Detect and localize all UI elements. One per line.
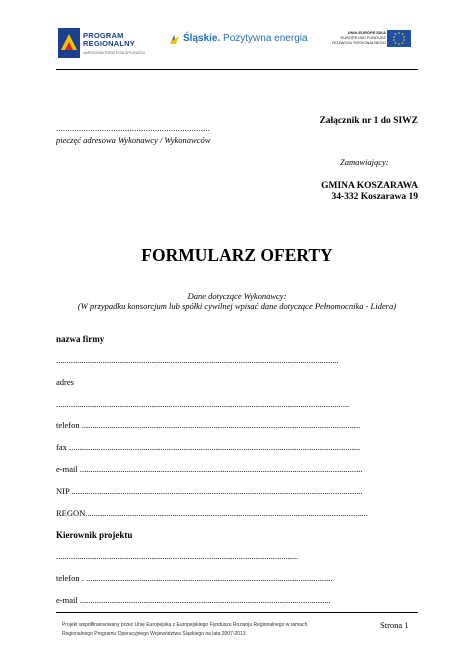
program-flag-icon (58, 28, 80, 58)
slaskie-rest-text: Pozytywna energia (220, 33, 308, 44)
buyer-label: Zamawiający: (340, 157, 389, 167)
regon-field[interactable]: REGON..................................................................................................................................... (56, 508, 368, 518)
manager-name-field[interactable]: .................................................................................................................. (56, 551, 299, 561)
manager-email-field[interactable]: e-mail ...................................................................................................................... (56, 595, 331, 605)
slaskie-emblem-icon (168, 33, 181, 46)
nip-field[interactable]: NIP ......................................................................................................................................... (56, 486, 363, 496)
program-logo-line1: PROGRAM (83, 31, 124, 40)
email-field[interactable]: e-mail ..................................................................................................................................... (56, 464, 363, 474)
footer-line1: Projekt współfinansowany przez Unię Europejską z Europejskiego Funduszu Rozwoju Regionalnego w ramach (62, 622, 308, 628)
contractor-note: (W przypadku konsorcjum lub spółki cywilnej wpisać dane dotyczące Pełnomocnika - Lidera) (77, 301, 397, 311)
slaskie-bold-text: Śląskie. (183, 33, 221, 44)
page-number: Strona 1 (380, 620, 409, 630)
attachment-label: Załącznik nr 1 do SIWZ (319, 116, 418, 126)
eu-line3: ROZWOJU REGIONALNEGO (332, 40, 386, 45)
program-logo-line2: REGIONALNY (83, 39, 136, 48)
seal-dots: ................................................................... (56, 124, 211, 133)
manager-phone-field[interactable]: telefon . .................................................................................................................... (56, 573, 333, 583)
fax-field[interactable]: fax ......................................................................................................................................... (56, 442, 361, 452)
eu-line1: UNIA EUROPEJSKA (347, 30, 386, 35)
footer-line2: Regionalnego Programu Operacyjnego Województwa Śląskiego na lata 2007-2013 (62, 631, 246, 637)
address-label: adres (56, 377, 74, 387)
buyer-name: GMINA KOSZARAWA (321, 181, 418, 191)
company-name-label: nazwa firmy (56, 334, 105, 344)
footer-divider (56, 612, 418, 613)
seal-caption: pieczęć adresowa Wykonawcy / Wykonawców (56, 135, 211, 145)
contractor-intro: Dane dotyczące Wykonawcy: (187, 291, 287, 301)
address-field[interactable]: .......................................................................................................................................... (56, 399, 350, 409)
program-logo-sub: NARODOWA STRATEGIA SPÓJNOŚCI (83, 51, 146, 55)
company-name-field[interactable]: ..................................................................................................................................... (56, 355, 339, 365)
eu-flag-icon (387, 30, 411, 47)
manager-label: Kierownik projektu (56, 530, 133, 540)
eu-line2: EUROPEJSKI FUNDUSZ (340, 35, 386, 40)
header-divider (56, 69, 418, 70)
buyer-address: 34-332 Koszarawa 19 (331, 192, 418, 202)
program-regionalny-logo (58, 28, 168, 60)
phone-field[interactable]: telefon ................................................................................................................................... (56, 420, 361, 430)
buyer-block (321, 181, 418, 203)
page-title: FORMULARZ OFERTY (141, 245, 333, 265)
